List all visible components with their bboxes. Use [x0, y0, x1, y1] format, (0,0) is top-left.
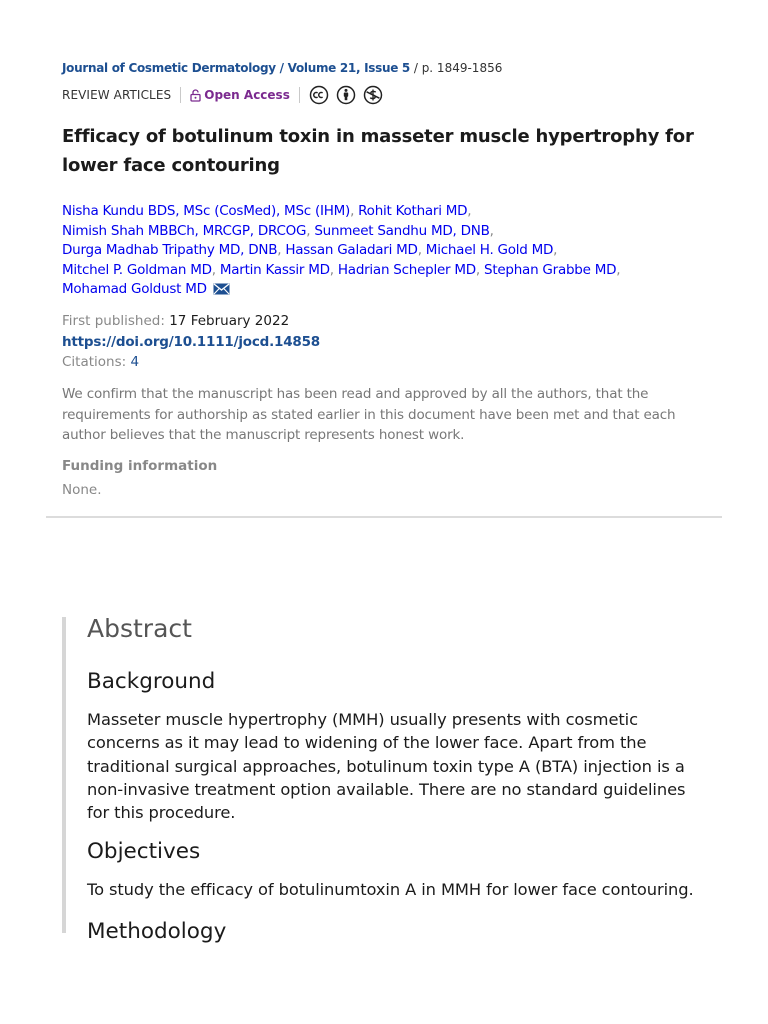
divider — [180, 87, 181, 103]
citations-label: Citations: — [62, 354, 127, 370]
by-attribution-icon — [336, 85, 356, 105]
section-divider — [46, 516, 722, 518]
author-link[interactable]: Durga Madhab Tripathy MD, DNB — [62, 242, 278, 258]
open-lock-icon — [190, 89, 201, 102]
author-link[interactable]: Martin Kassir MD — [219, 261, 330, 278]
author-line — [62, 280, 712, 300]
author-link[interactable]: Hassan Galadari MD — [285, 242, 418, 258]
author-line: Nimish Shah MBBCh, MRCGP, DRCOG, Sunmeet Sandhu MD, DNB, — [62, 222, 494, 239]
methodology-heading: Methodology — [87, 918, 227, 944]
doi-link[interactable]: https://doi.org/10.1111/jocd.14858 — [62, 334, 320, 350]
author-link[interactable]: Rohit Kothari MD — [358, 203, 468, 219]
author-link[interactable]: Nimish Shah MBBCh, MRCGP, DRCOG — [62, 222, 307, 239]
article-meta-row — [62, 86, 383, 104]
article-type-label[interactable]: REVIEW ARTICLES — [62, 88, 172, 102]
noncommercial-icon — [363, 85, 383, 105]
author-link[interactable]: Nisha Kundu BDS, MSc (CosMed), MSc (IHM) — [62, 203, 351, 219]
objectives-heading: Objectives — [87, 839, 201, 865]
sep-slash: / — [413, 61, 418, 75]
author-link[interactable]: Sunmeet Sandhu MD, DNB — [314, 222, 490, 239]
cc-icon — [309, 85, 329, 105]
author-line: Durga Madhab Tripathy MD, DNB, Hassan Galadari MD, Michael H. Gold MD, — [62, 242, 558, 258]
background-text: Masseter muscle hypertrophy (MMH) usually presents with cosmetic concerns as it may lead to widening of the lower face. Apart from the traditional surgical approaches, botulinum toxin type A (BTA) injection is a non-invasive treatment option available. There are no standard guidelines for this procedure. — [87, 710, 686, 823]
author-link[interactable]: Mohamad Goldust MD — [62, 281, 207, 297]
published-label: First published: — [62, 313, 165, 329]
background-heading: Background — [87, 669, 216, 694]
citations — [62, 353, 139, 371]
abstract-section — [62, 614, 712, 944]
journal-issue-link[interactable]: Journal of Cosmetic Dermatology / Volume 21, Issue 5 — [62, 61, 410, 75]
objectives-text: To study the efficacy of botulinumtoxin A in MMH for lower face contouring. — [87, 880, 694, 900]
published-date: 17 February 2022 — [169, 313, 290, 329]
author-line: Nisha Kundu BDS, MSc (CosMed), MSc (IHM), Rohit Kothari MD, — [62, 203, 472, 219]
open-access-label: Open Access — [204, 88, 290, 102]
email-icon[interactable] — [213, 283, 230, 295]
author-link[interactable]: Mitchel P. Goldman MD — [62, 261, 212, 278]
author-line: Mitchel P. Goldman MD, Martin Kassir MD, Hadrian Schepler MD, Stephan Grabbe MD, — [62, 261, 621, 278]
article-title: Efficacy of botulinum toxin in masseter muscle hypertrophy for lower face contouring — [62, 126, 694, 176]
author-statement: We confirm that the manuscript has been read and approved by all the authors, that the requirements for authorship as stated earlier in this document have been met and that each author believes that the manuscript represents honest work. — [62, 386, 676, 443]
citations-count-link[interactable]: 4 — [130, 354, 140, 370]
page-range: p. 1849-1856 — [421, 61, 503, 75]
first-published — [62, 312, 289, 330]
divider — [299, 87, 300, 103]
open-access-badge — [190, 88, 290, 102]
license-icons[interactable] — [309, 85, 383, 105]
author-link[interactable]: Stephan Grabbe MD — [484, 261, 617, 278]
author-link[interactable]: Michael H. Gold MD — [425, 242, 554, 258]
author-list — [62, 202, 712, 300]
funding-label: Funding information — [62, 458, 218, 474]
author-link[interactable]: Hadrian Schepler MD — [337, 261, 476, 278]
funding-value: None. — [62, 482, 102, 498]
abstract-heading: Abstract — [87, 614, 192, 643]
journal-citation — [62, 60, 502, 76]
